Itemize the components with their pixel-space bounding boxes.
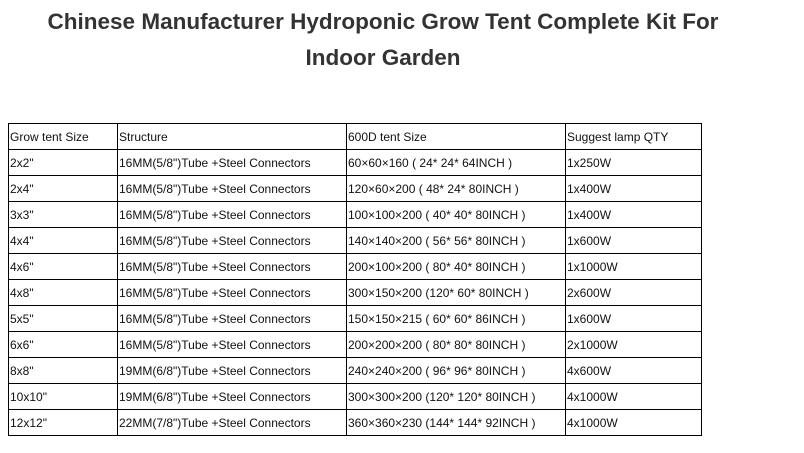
cell-structure: 16MM(5/8")Tube +Steel Connectors: [118, 306, 347, 332]
table-row: [9, 254, 702, 280]
cell-tent-size: 120×60×200 ( 48* 24* 80INCH ): [347, 176, 566, 202]
cell-lamp-qty: 1x1000W: [566, 254, 702, 280]
cell-tent-size: 200×100×200 ( 80* 40* 80INCH ): [347, 254, 566, 280]
header-structure: Structure: [118, 124, 347, 150]
cell-lamp-qty: 1x250W: [566, 150, 702, 176]
page-title-line-1: Chinese Manufacturer Hydroponic Grow Tent Complete Kit For: [47, 9, 719, 34]
cell-tent-size: 360×360×230 (144* 144* 92INCH ): [347, 410, 566, 436]
cell-lamp-qty: 1x400W: [566, 176, 702, 202]
cell-structure: 16MM(5/8")Tube +Steel Connectors: [118, 176, 347, 202]
header-suggest-lamp-qty: Suggest lamp QTY: [566, 124, 702, 150]
cell-grow-tent-size: 4x4": [9, 228, 118, 254]
table-row: [9, 306, 702, 332]
table-row: [9, 228, 702, 254]
cell-lamp-qty: 1x400W: [566, 202, 702, 228]
cell-tent-size: 300×150×200 (120* 60* 80INCH ): [347, 280, 566, 306]
table-row: [9, 280, 702, 306]
header-tent-size: 600D tent Size: [347, 124, 566, 150]
cell-structure: 19MM(6/8")Tube +Steel Connectors: [118, 384, 347, 410]
cell-tent-size: 150×150×215 ( 60* 60* 86INCH ): [347, 306, 566, 332]
cell-grow-tent-size: 4x6": [9, 254, 118, 280]
cell-tent-size: 240×240×200 ( 96* 96* 80INCH ): [347, 358, 566, 384]
cell-tent-size: 200×200×200 ( 80* 80* 80INCH ): [347, 332, 566, 358]
cell-lamp-qty: 1x600W: [566, 306, 702, 332]
cell-lamp-qty: 2x600W: [566, 280, 702, 306]
page-title: [0, 4, 766, 76]
cell-grow-tent-size: 3x3": [9, 202, 118, 228]
cell-grow-tent-size: 6x6": [9, 332, 118, 358]
cell-grow-tent-size: 5x5": [9, 306, 118, 332]
table-row: [9, 150, 702, 176]
cell-grow-tent-size: 2x4": [9, 176, 118, 202]
cell-structure: 16MM(5/8")Tube +Steel Connectors: [118, 280, 347, 306]
cell-structure: 16MM(5/8")Tube +Steel Connectors: [118, 228, 347, 254]
cell-lamp-qty: 4x1000W: [566, 384, 702, 410]
cell-lamp-qty: 1x600W: [566, 228, 702, 254]
cell-lamp-qty: 2x1000W: [566, 332, 702, 358]
header-grow-tent-size: Grow tent Size: [9, 124, 118, 150]
cell-grow-tent-size: 12x12": [9, 410, 118, 436]
cell-grow-tent-size: 4x8": [9, 280, 118, 306]
cell-grow-tent-size: 10x10": [9, 384, 118, 410]
cell-structure: 16MM(5/8")Tube +Steel Connectors: [118, 202, 347, 228]
table-row: [9, 410, 702, 436]
cell-structure: 22MM(7/8")Tube +Steel Connectors: [118, 410, 347, 436]
table-row: [9, 384, 702, 410]
cell-grow-tent-size: 8x8": [9, 358, 118, 384]
table-header-row: [9, 124, 702, 150]
cell-structure: 16MM(5/8")Tube +Steel Connectors: [118, 254, 347, 280]
cell-structure: 19MM(6/8")Tube +Steel Connectors: [118, 358, 347, 384]
cell-structure: 16MM(5/8")Tube +Steel Connectors: [118, 150, 347, 176]
table-row: [9, 202, 702, 228]
cell-lamp-qty: 4x600W: [566, 358, 702, 384]
cell-tent-size: 300×300×200 (120* 120* 80INCH ): [347, 384, 566, 410]
table-row: [9, 332, 702, 358]
grow-tent-spec-table: [8, 123, 702, 436]
cell-tent-size: 100×100×200 ( 40* 40* 80INCH ): [347, 202, 566, 228]
table-row: [9, 358, 702, 384]
cell-structure: 16MM(5/8")Tube +Steel Connectors: [118, 332, 347, 358]
cell-lamp-qty: 4x1000W: [566, 410, 702, 436]
cell-tent-size: 140×140×200 ( 56* 56* 80INCH ): [347, 228, 566, 254]
page-title-line-2: Indoor Garden: [305, 45, 461, 70]
cell-grow-tent-size: 2x2": [9, 150, 118, 176]
cell-tent-size: 60×60×160 ( 24* 24* 64INCH ): [347, 150, 566, 176]
table-row: [9, 176, 702, 202]
